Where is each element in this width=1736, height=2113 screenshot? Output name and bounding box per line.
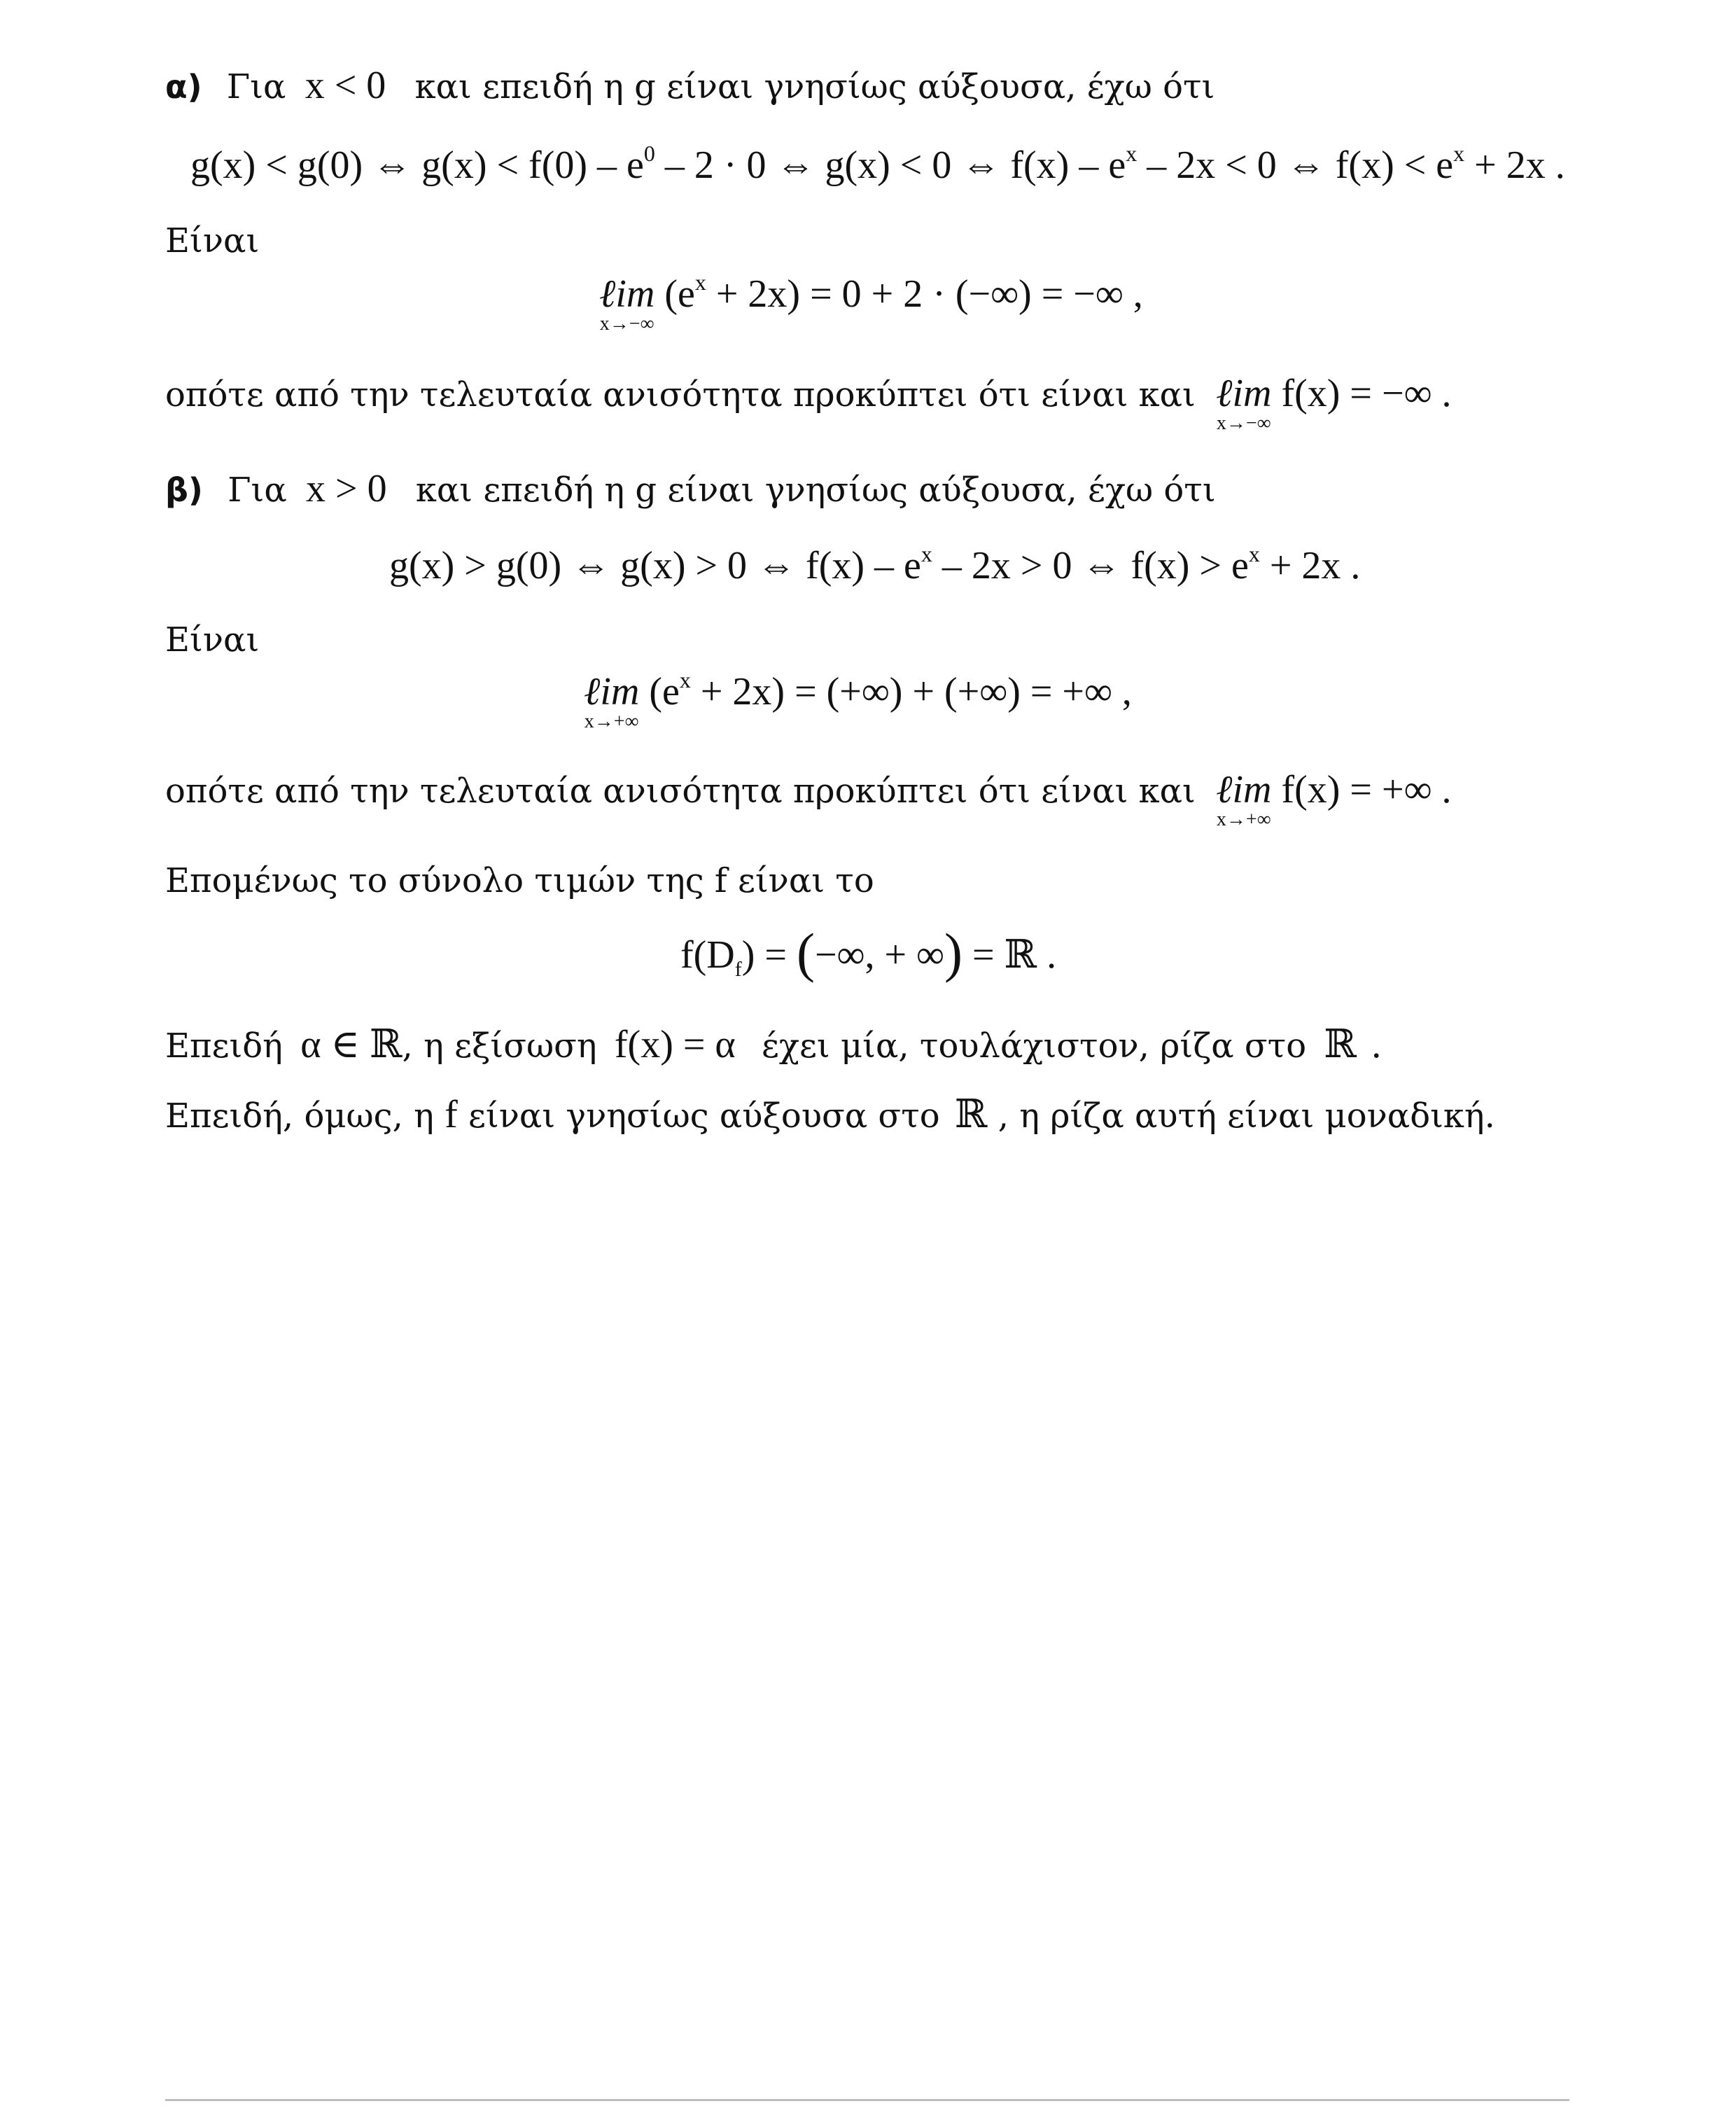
part-b-inequality-chain: g(x) > g(0) ⇔ g(x) > 0 ⇔ $f(x) - e^x - 2x > 0$ ⇔ $f(x) > e^x + 2x$ .: [389, 541, 1361, 587]
part-b-lim-subscript: x→+∞: [584, 711, 639, 732]
part-b-conclusion-lim: ℓim x→+∞: [1216, 768, 1272, 830]
part-b-heading: [165, 468, 1216, 511]
part-a-lim-subscript: x→−∞: [599, 313, 654, 335]
part-a-conclusion: οπότε από την τελευταία ανισότητα προκύπτει ότι είναι και ℓim x→−∞ f(x) = −∞ .: [165, 372, 1452, 434]
part-b-limit-equation: ℓim x→+∞ $(e^x + 2x)$ = (+∞) + (+∞) = +∞ ,: [584, 667, 1132, 732]
range-statement: Επομένως το σύνολο τιμών της f είναι το: [165, 861, 874, 900]
part-a-lim-operator: ℓim x→−∞: [599, 272, 655, 335]
part-b-einai: Είναι: [165, 620, 260, 660]
existence-statement: Επειδή α ∈ ℝ, η εξίσωση f(x) = α έχει μία, τουλάχιστον, ρίζα στο ℝ .: [165, 1023, 1382, 1066]
part-a-limit-equation: ℓim x→−∞ $(e^x + 2x) = 0 + 2$ · (−∞) = −∞ ,: [599, 270, 1143, 335]
range-equation: $f(D_f)$ = (−∞, + ∞) = ℝ .: [680, 922, 1057, 983]
part-a-inequality-chain: g(x) < g(0) ⇔ $g(x) < f(0) - e^0 - 2 \cdot 0$ ⇔ g(x) < 0 ⇔ $f(x) - e^x - 2x < 0$ ⇔ $f(x) < e^x + 2x$ .: [190, 141, 1565, 187]
part-b-conclusion: οπότε από την τελευταία ανισότητα προκύπτει ότι είναι και ℓim x→+∞ f(x) = +∞ .: [165, 768, 1452, 830]
part-b-condition: x > 0: [306, 467, 387, 510]
part-b-reason: και επειδή η g είναι γνησίως αύξουσα, έχω ότι: [415, 470, 1216, 510]
part-b-label: β): [165, 471, 203, 509]
part-a-label: α): [165, 68, 202, 106]
part-a-condition: x < 0: [304, 64, 386, 107]
footer-divider: [165, 2099, 1569, 2101]
part-a-heading: [165, 64, 1214, 108]
part-a-intro: Για: [226, 67, 286, 106]
uniqueness-statement: Επειδή, όμως, η f είναι γνησίως αύξουσα στο ℝ , η ρίζα αυτή είναι μοναδική.: [165, 1093, 1495, 1136]
part-b-intro: Για: [227, 470, 287, 510]
part-a-conclusion-lim: ℓim x→−∞: [1216, 372, 1272, 434]
part-a-einai: Είναι: [165, 221, 260, 260]
part-b-lim-operator: ℓim x→+∞: [584, 670, 640, 732]
part-a-reason: και επειδή η g είναι γνησίως αύξουσα, έχω ότι: [414, 67, 1215, 106]
